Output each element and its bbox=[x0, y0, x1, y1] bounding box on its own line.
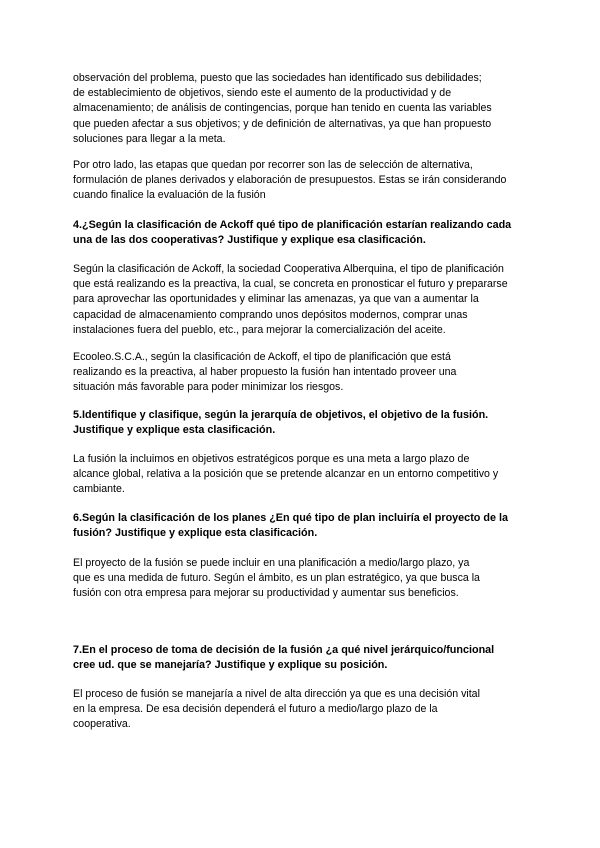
text-line: 7.En el proceso de toma de decisión de la fusión ¿a qué nivel jerárquico/funcional bbox=[73, 644, 495, 656]
text-line: situación más favorable para poder minimizar los riesgos. bbox=[73, 381, 344, 394]
question-7-heading bbox=[73, 643, 533, 674]
paragraph-planning-stages bbox=[73, 71, 533, 147]
text-line: El proyecto de la fusión se puede incluir en una planificación a medio/largo plazo, ya bbox=[73, 557, 470, 569]
paragraph-ecooleo-answer bbox=[73, 350, 533, 396]
text-line: Justifique y explique esta clasificación. bbox=[73, 424, 276, 437]
text-line: El proceso de fusión se manejaría a nivel de alta dirección ya que es una decisión vital bbox=[73, 688, 480, 700]
text-line: cooperativa. bbox=[73, 718, 131, 731]
text-line: fusión con otra empresa para mejorar su productividad y aumentar sus beneficios. bbox=[73, 587, 459, 600]
text-line: una de las dos cooperativas? Justifique y explique esa clasificación. bbox=[73, 234, 426, 247]
text-line: La fusión la incluimos en objetivos estratégicos porque es una meta a largo plazo de bbox=[73, 453, 470, 465]
text-line: Por otro lado, las etapas que quedan por recorrer son las de selección de alternativa, bbox=[73, 159, 473, 171]
text-line: 5.Identifique y clasifique, según la jerarquía de objetivos, el objetivo de la fusión. bbox=[73, 409, 489, 421]
text-line: Ecooleo.S.C.A., según la clasificación de Ackoff, el tipo de planificación que está bbox=[73, 351, 451, 363]
text-line: fusión? Justifique y explique esta clasificación. bbox=[73, 527, 318, 540]
paragraph-remaining-stages bbox=[73, 158, 533, 204]
text-line: formulación de planes derivados y elaboración de presupuestos. Estas se irán considerando bbox=[73, 174, 507, 187]
paragraph-question-6-answer bbox=[73, 556, 533, 602]
question-5-heading bbox=[73, 408, 533, 439]
text-line: capacidad de almacenamiento comprando unos depósitos modernos, comprar unas bbox=[73, 308, 468, 321]
text-line: instalaciones fuera del pueblo, etc., para mejorar la comercialización del aceite. bbox=[73, 323, 446, 336]
text-line: alcance global, relativa a la posición que se pretende alcanzar en un entorno competitivo y bbox=[73, 468, 499, 481]
question-6-heading bbox=[73, 511, 533, 542]
text-line: cambiante. bbox=[73, 483, 125, 496]
text-line: observación del problema, puesto que las sociedades han identificado sus debilidades; bbox=[73, 72, 482, 84]
paragraph-question-7-answer bbox=[73, 687, 533, 733]
paragraph-alberquina-answer bbox=[73, 262, 533, 338]
text-line: que es una medida de futuro. Según el ámbito, es un plan estratégico, ya que busca la bbox=[73, 572, 480, 585]
text-line: soluciones para llegar a la meta. bbox=[73, 132, 226, 145]
text-line: 6.Según la clasificación de los planes ¿En qué tipo de plan incluiría el proyecto de la bbox=[73, 512, 508, 524]
question-4-heading bbox=[73, 218, 533, 249]
text-line: almacenamiento; de análisis de contingencias, porque han tenido en cuenta las variables bbox=[73, 102, 492, 115]
text-line: para aprovechar las oportunidades y eliminar las amenazas, ya que van a aumentar la bbox=[73, 293, 479, 306]
text-line: 4.¿Según la clasificación de Ackoff qué tipo de planificación estarían realizando cada bbox=[73, 219, 512, 231]
text-line: cree ud. que se manejaría? Justifique y explique su posición. bbox=[73, 659, 388, 672]
paragraph-question-5-answer bbox=[73, 452, 533, 498]
text-line: realizando es la preactiva, al haber propuesto la fusión han intentado proveer una bbox=[73, 366, 457, 379]
text-line: en la empresa. De esa decisión dependerá el futuro a medio/largo plazo de la bbox=[73, 703, 438, 716]
text-line: Según la clasificación de Ackoff, la sociedad Cooperativa Alberquina, el tipo de planificación bbox=[73, 263, 504, 275]
text-line: que está realizando es la preactiva, la cual, se concreta en pronosticar el futuro y prepararse bbox=[73, 278, 508, 291]
text-line: cuando finalice la evaluación de la fusión bbox=[73, 189, 266, 202]
text-line: que pueden afectar a sus objetivos; y de definición de alternativas, ya que han propuesto bbox=[73, 117, 492, 130]
text-line: de establecimiento de objetivos, siendo este el aumento de la productividad y de bbox=[73, 87, 452, 100]
